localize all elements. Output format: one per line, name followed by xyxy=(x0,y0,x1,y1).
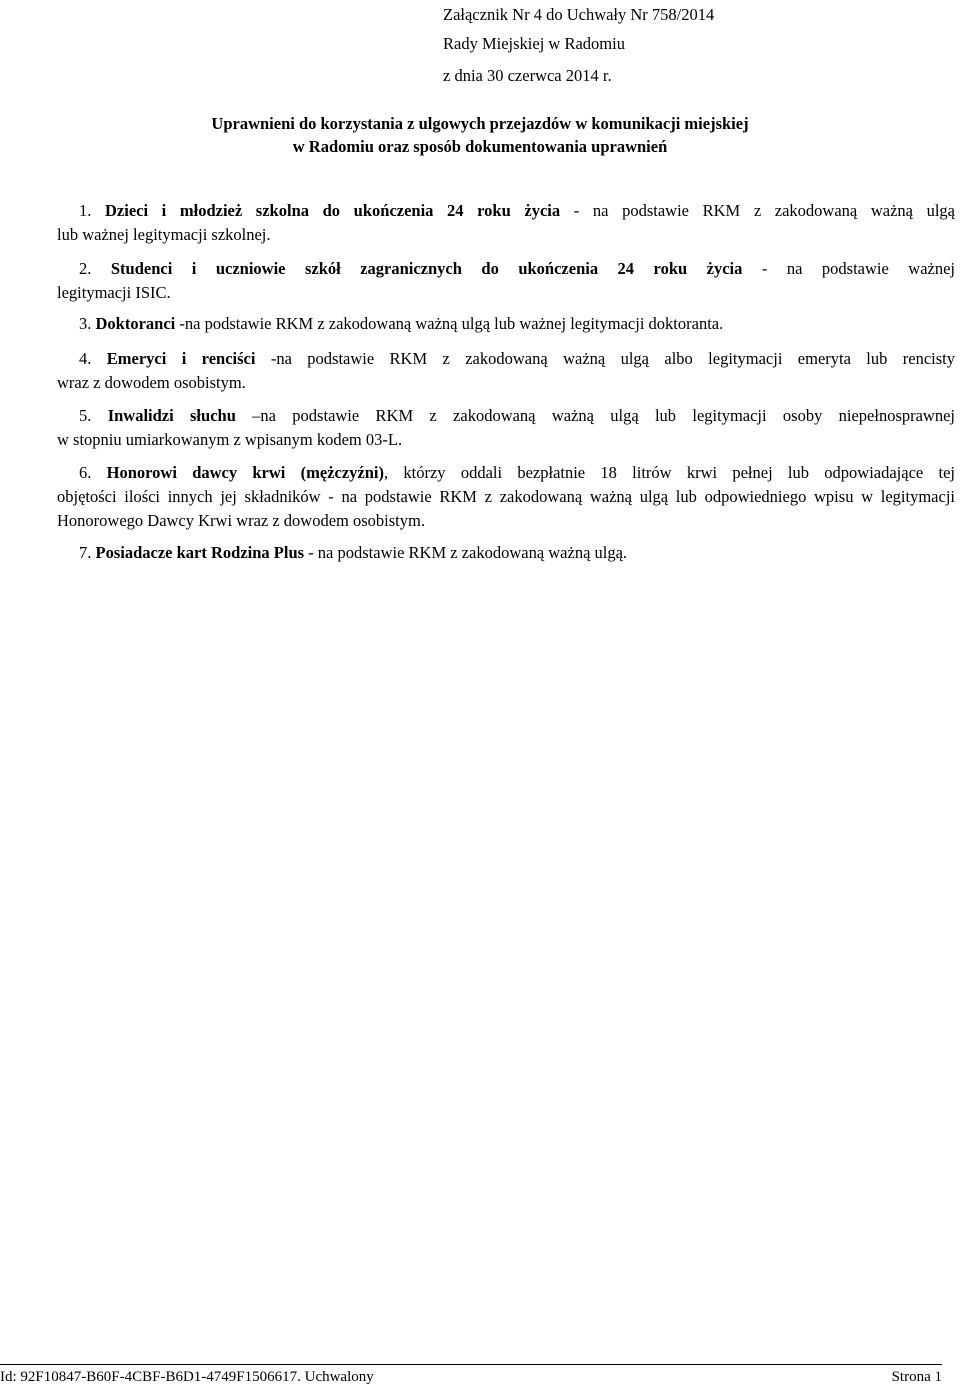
list-item-text: –na podstawie RKM z zakodowaną ważną ulgą lub legitymacji osoby niepełnosprawnej xyxy=(235,406,956,425)
list-item-text: - na podstawie RKM z zakodowaną ważną ulgą xyxy=(560,201,956,220)
list-item-text: -na podstawie RKM z zakodowaną ważną ulgą albo legitymacji emeryta lub rencisty xyxy=(255,349,955,368)
list-item-heading: Inwalidzi słuchu xyxy=(107,406,236,425)
list-item-continuation: objętości ilości innych jej składników - na podstawie RKM z zakodowaną ważną ulgą lub odpowiedniego wpisu w legitymacji Honorowego Dawcy Krwi wraz z dowodem osobistym. xyxy=(57,487,955,530)
list-item-first-line xyxy=(57,347,955,371)
list-item-continuation: legitymacji ISIC. xyxy=(57,283,171,302)
list-item-first-line xyxy=(57,199,955,223)
list-item-heading: Studenci i uczniowie szkół zagranicznych do ukończenia 24 roku życia xyxy=(110,259,743,278)
list-item-number: 7. xyxy=(79,543,92,562)
document-id: Id: 92F10847-B60F-4CBF-B6D1-4749F1506617. Uchwalony xyxy=(0,1369,374,1385)
council-name: Rady Miejskiej w Radomiu xyxy=(443,34,625,53)
list-item-number: 5. xyxy=(79,406,92,425)
list-item-first-line xyxy=(57,541,955,565)
page-number: Strona 1 xyxy=(891,1369,942,1385)
list-item xyxy=(57,257,955,305)
list-item-heading: Honorowi dawcy krwi (mężczyźni) xyxy=(106,463,385,482)
list-item-number: 3. xyxy=(79,314,92,333)
list-item-number: 6. xyxy=(79,463,92,482)
list-item xyxy=(57,199,955,247)
list-item-text: , którzy oddali bezpłatnie 18 litrów krwi pełnej lub odpowiadające tej xyxy=(384,463,955,482)
footer-divider xyxy=(0,1364,942,1365)
list-item-first-line xyxy=(57,312,955,336)
list-item-text: - na podstawie RKM z zakodowaną ważną ulgą. xyxy=(304,543,628,562)
list-item-continuation: wraz z dowodem osobistym. xyxy=(57,373,246,392)
list-item-heading: Doktoranci xyxy=(95,314,176,333)
list-item-number: 1. xyxy=(79,201,92,220)
list-item-first-line xyxy=(57,257,955,281)
document-date: z dnia 30 czerwca 2014 r. xyxy=(443,66,612,85)
list-item-text: - na podstawie ważnej xyxy=(742,259,955,278)
list-item-heading: Posiadacze kart Rodzina Plus xyxy=(95,543,305,562)
list-item xyxy=(57,461,955,533)
list-item-first-line xyxy=(57,461,955,485)
list-item-continuation: w stopniu umiarkowanym z wpisanym kodem 03-L. xyxy=(57,430,403,449)
list-item xyxy=(57,347,955,395)
list-item-first-line xyxy=(57,404,955,428)
list-item xyxy=(57,312,955,336)
list-item-heading: Dzieci i młodzież szkolna do ukończenia 24 roku życia xyxy=(105,201,561,220)
list-item-continuation: lub ważnej legitymacji szkolnej. xyxy=(57,225,271,244)
list-item xyxy=(57,541,955,565)
list-item-text: -na podstawie RKM z zakodowaną ważną ulgą lub ważnej legitymacji doktoranta. xyxy=(175,314,724,333)
document-title-line-2: w Radomiu oraz sposób dokumentowania uprawnień xyxy=(292,137,668,156)
attachment-label: Załącznik Nr 4 do Uchwały Nr 758/2014 xyxy=(443,5,715,24)
list-item-heading: Emeryci i renciści xyxy=(106,349,256,368)
list-item-number: 2. xyxy=(79,259,92,278)
list-item xyxy=(57,404,955,452)
list-item-number: 4. xyxy=(79,349,92,368)
document-title-line-1: Uprawnieni do korzystania z ulgowych przejazdów w komunikacji miejskiej xyxy=(211,114,749,133)
